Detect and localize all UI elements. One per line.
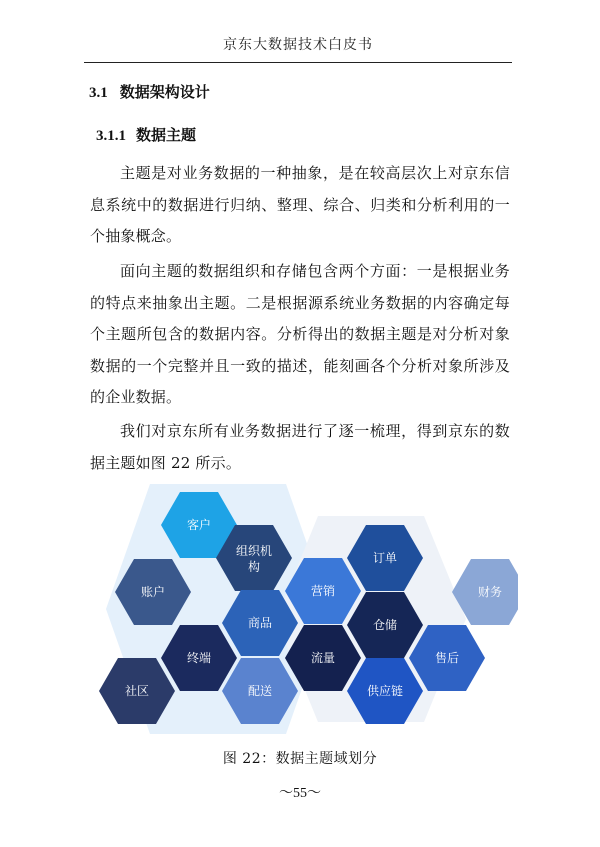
- paragraph-1: 主题是对业务数据的一种抽象，是在较高层次上对京东信息系统中的数据进行归纳、整理、综合、归类和分析利用的一个抽象概念。: [90, 164, 510, 245]
- hexagon-label-account: 账户: [140, 585, 166, 599]
- section-heading: [89, 81, 210, 102]
- hexagon-label-supplychain: 供应链: [366, 684, 404, 698]
- hexagon-label-terminal: 终端: [186, 651, 212, 665]
- hexagon-diagram-svg: [88, 474, 518, 744]
- hexagon-label-org: 组织机构: [235, 544, 273, 574]
- hexagon-label-product: 商品: [247, 616, 273, 630]
- running-header: 京东大数据技术白皮书: [223, 37, 373, 53]
- header-rule: [84, 62, 512, 63]
- hexagon-label-traffic: 流量: [310, 651, 336, 665]
- section-number: 3.1: [89, 85, 108, 101]
- section-title: 数据架构设计: [119, 83, 210, 101]
- paragraph-2: 面向主题的数据组织和存储包含两个方面：一是根据业务的特点来抽象出主题。二是根据源系统业务数据的内容确定每个主题所包含的数据内容。分析得出的数据主题是对分析对象数据的一个完整并且一致的描述，能刻画各个分析对象所涉及的企业数据。: [90, 262, 510, 406]
- subsection-number: 3.1.1: [96, 128, 126, 144]
- paragraph-3: 我们对京东所有业务数据进行了逐一梳理，得到京东的数据主题如图 22 所示。: [90, 422, 510, 472]
- subsection-heading: [96, 124, 196, 145]
- hexagon-label-order: 订单: [372, 551, 398, 565]
- hexagon-label-delivery: 配送: [247, 684, 273, 698]
- page-number: ～55～: [279, 786, 321, 801]
- hexagon-label-aftersales: 售后: [434, 651, 460, 665]
- hexagon-label-finance: 财务: [477, 585, 503, 599]
- subsection-title: 数据主题: [136, 126, 197, 144]
- hexagon-label-marketing: 营销: [310, 584, 336, 598]
- hexagon-label-community: 社区: [124, 684, 150, 698]
- figure-caption: 图 22：数据主题域划分: [222, 751, 378, 767]
- hexagon-label-customer: 客户: [186, 518, 212, 532]
- data-topic-hexagon-diagram: [88, 474, 518, 744]
- hexagon-label-storage: 仓储: [372, 618, 398, 632]
